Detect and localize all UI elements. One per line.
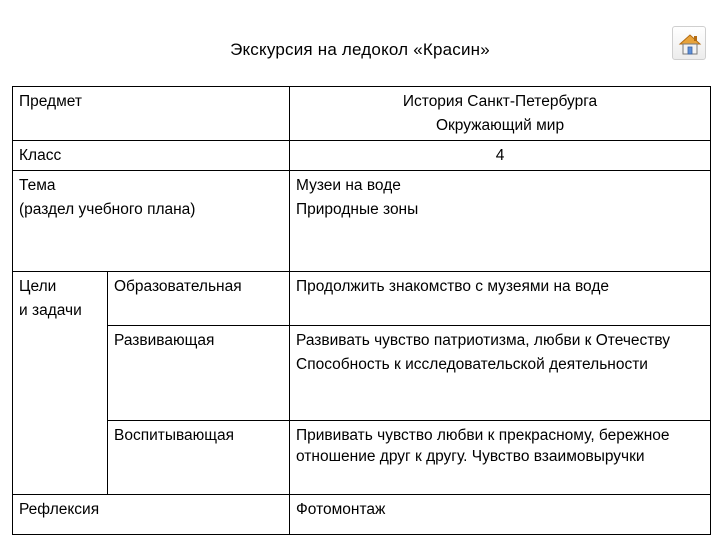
reflection-value-cell <box>290 494 711 534</box>
goals-label: Цели <box>19 278 57 295</box>
developing-value: Развивать чувство патриотизма, любви к Отечеству <box>296 331 671 349</box>
home-icon <box>677 31 703 57</box>
educational-value-cell <box>290 272 711 326</box>
topic-value-cell <box>290 171 711 272</box>
developing-label-cell <box>108 325 290 420</box>
developing-label: Развивающая <box>114 331 215 349</box>
educational-label: Образовательная <box>114 278 242 295</box>
reflection-label-cell <box>13 494 290 534</box>
developing-value-cell <box>290 325 711 420</box>
lesson-table <box>12 86 711 535</box>
upbringing-row <box>13 420 711 494</box>
page-title: Экскурсия на ледокол «Красин» <box>230 40 490 59</box>
grade-value-cell <box>290 141 711 171</box>
topic-value: Природные зоны <box>296 201 419 218</box>
upbringing-label: Воспитывающая <box>114 426 235 444</box>
upbringing-label-cell <box>108 420 290 494</box>
subject-value-cell <box>290 87 711 141</box>
grade-label-cell <box>13 141 290 171</box>
goals-spacer-cell <box>13 325 108 420</box>
educational-row <box>13 272 711 326</box>
subject-row <box>13 87 711 141</box>
topic-label-note: (раздел учебного плана) <box>19 201 196 218</box>
subject-label: Предмет <box>19 93 82 110</box>
developing-row <box>13 325 711 420</box>
upbringing-value-cell <box>290 420 711 494</box>
subject-value: Окружающий мир <box>435 117 565 134</box>
educational-label-cell <box>108 272 290 326</box>
reflection-label: Рефлексия <box>19 500 100 518</box>
developing-value: Способность к исследовательской деятельности <box>296 355 648 373</box>
subject-label-cell <box>13 87 290 141</box>
upbringing-value: Прививать чувство любви к прекрасному, бережное отношение друг к другу. Чувство взаимовыручки <box>296 426 670 465</box>
topic-label: Тема <box>19 177 56 194</box>
reflection-value: Фотомонтаж <box>296 500 386 518</box>
goals-label-cell <box>13 272 108 326</box>
subject-value: История Санкт-Петербурга <box>402 93 598 110</box>
topic-label-cell <box>13 171 290 272</box>
grade-label: Класс <box>19 147 62 164</box>
educational-value: Продолжить знакомство с музеями на воде <box>296 278 609 295</box>
goals-spacer-cell <box>13 420 108 494</box>
grade-value: 4 <box>495 147 505 164</box>
topic-row <box>13 171 711 272</box>
goals-label: и задачи <box>19 302 82 319</box>
home-button[interactable] <box>672 26 706 60</box>
reflection-row <box>13 494 711 534</box>
grade-row <box>13 141 711 171</box>
topic-value: Музеи на воде <box>296 177 401 194</box>
